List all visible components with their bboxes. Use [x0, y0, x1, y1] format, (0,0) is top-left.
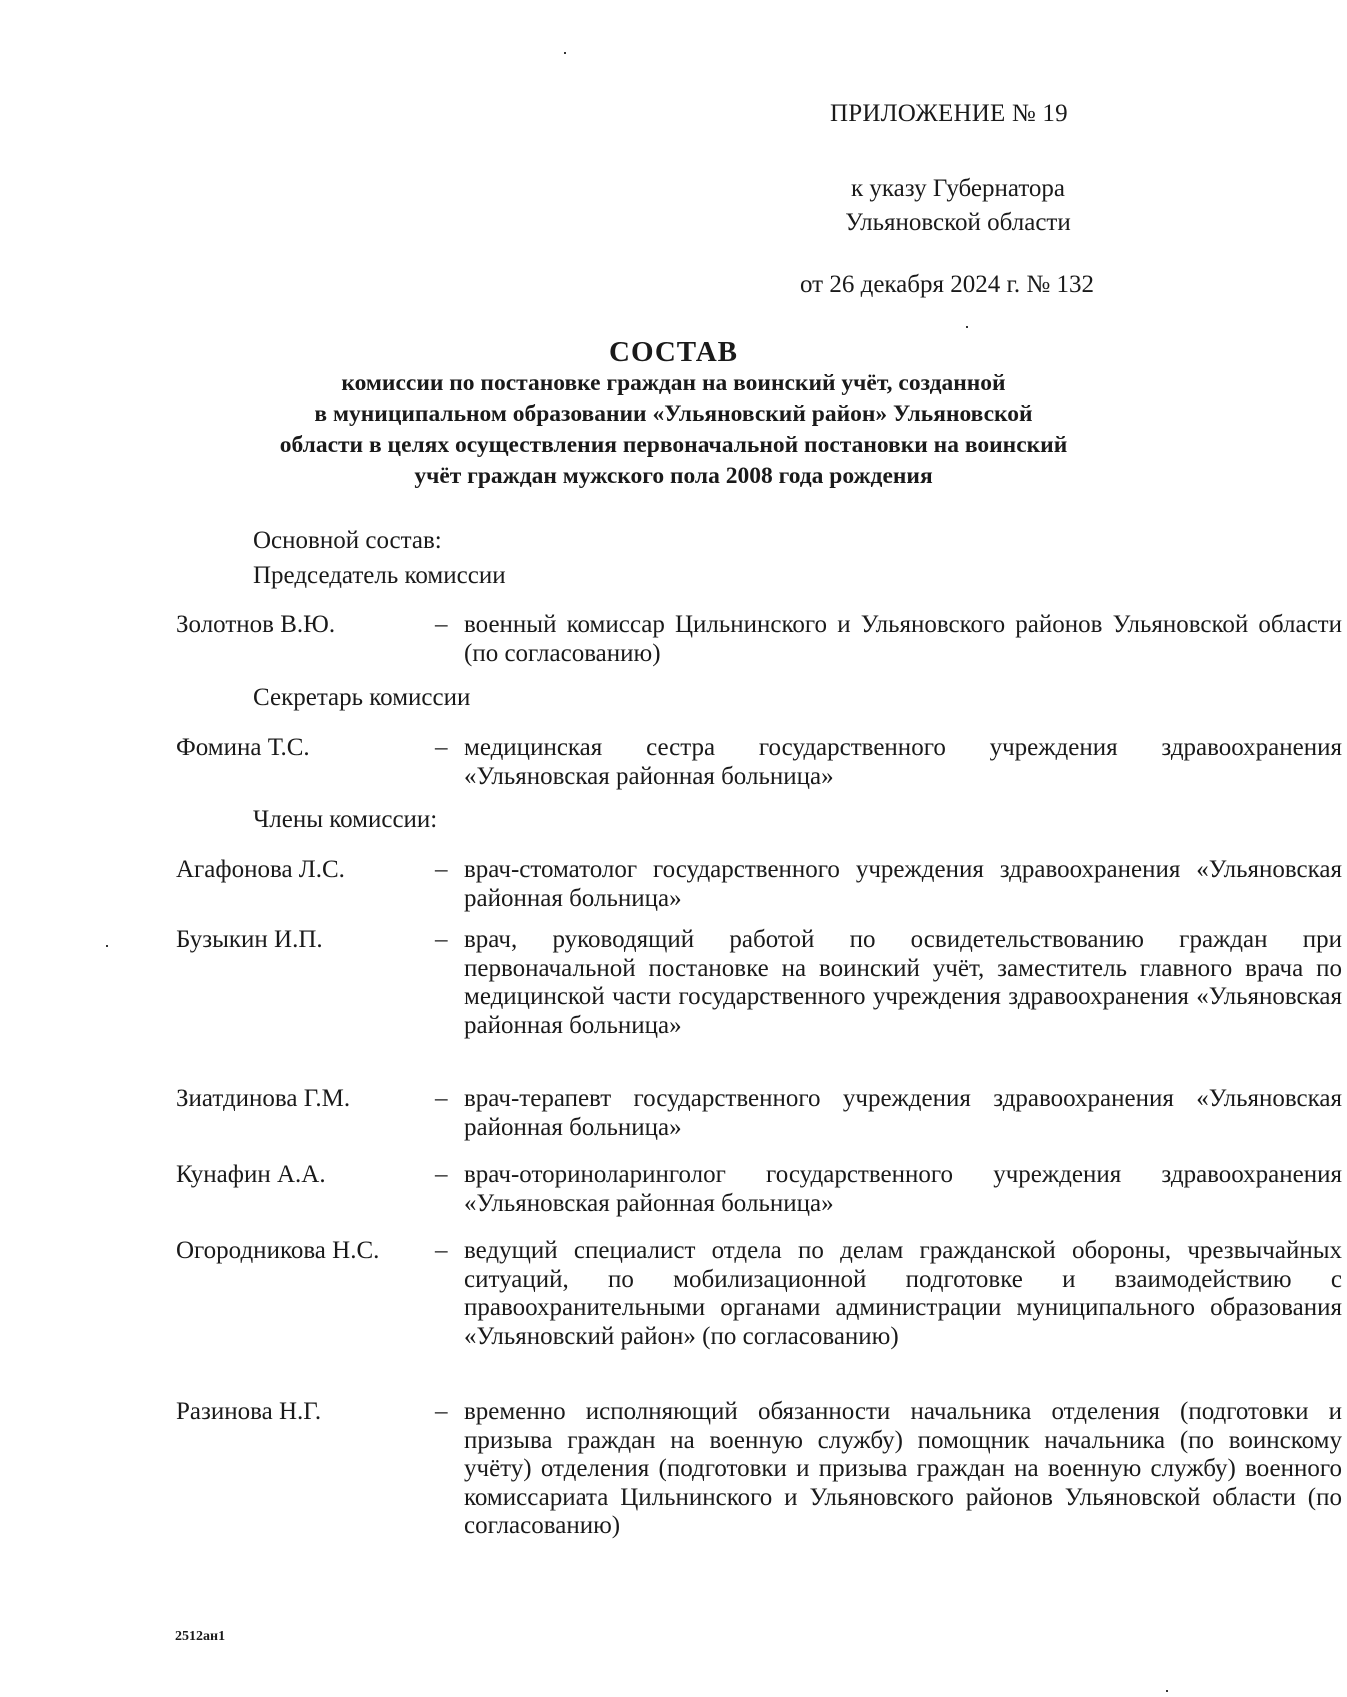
- member-position: врач, руководящий работой по освидетельствованию граждан при первоначальной постановке на воинский учёт, заместитель главного врача по медицинской части государственного учреждения здравоохранения «Ульяновская районная больница»: [464, 926, 1342, 1039]
- member-position: медицинская сестра государственного учреждения здравоохранения «Ульяновская районная больница»: [464, 734, 1342, 790]
- member-position: врач-терапевт государственного учреждения здравоохранения «Ульяновская районная больница»: [464, 1085, 1342, 1141]
- subtitle-line: учёт граждан мужского пола 2008 года рождения: [414, 463, 933, 489]
- dash: –: [435, 1237, 448, 1264]
- document-subtitle: [160, 368, 1187, 492]
- document-code: 2512ан1: [175, 1629, 226, 1644]
- main-composition-label: Основной состав:: [253, 527, 442, 554]
- member-position: врач-оториноларинголог государственного учреждения здравоохранения «Ульяновская районная больница»: [464, 1161, 1342, 1217]
- member-name: Кунафин А.А.: [176, 1161, 326, 1188]
- member-name: Зиатдинова Г.М.: [176, 1085, 351, 1112]
- dash: –: [435, 926, 448, 953]
- decree-line-1: к указу Губернатора: [850, 175, 1066, 202]
- secretary-label: Секретарь комиссии: [253, 684, 471, 711]
- member-name: Фомина Т.С.: [176, 734, 310, 761]
- dash: –: [435, 611, 448, 638]
- member-position: ведущий специалист отдела по делам гражданской обороны, чрезвычайных ситуаций, по мобилизационной подготовке и взаимодействию с правоохранительными органами администрации муниципального образования «Ульяновский район» (по согласованию): [464, 1237, 1342, 1350]
- dash: –: [435, 1085, 448, 1112]
- member-name: Огородникова Н.С.: [176, 1237, 380, 1264]
- member-name: Разинова Н.Г.: [176, 1398, 322, 1425]
- decree-line-2: Ульяновской области: [845, 209, 1071, 236]
- subtitle-line: области в целях осуществления первоначальной постановки на воинский: [279, 432, 1068, 458]
- dash: –: [435, 734, 448, 761]
- subtitle-line: в муниципальном образовании «Ульяновский район» Ульяновской: [314, 401, 1033, 427]
- chairman-label: Председатель комиссии: [253, 562, 506, 589]
- dash: –: [435, 1398, 448, 1425]
- dash: –: [435, 1161, 448, 1188]
- member-position: временно исполняющий обязанности начальника отделения (подготовки и призыва граждан на военную службу) помощник начальника (по воинскому учёту) отделения (подготовки и призыва граждан на военную службу) военного комиссариата Цильнинского и Ульяновского районов Ульяновской области (по согласованию): [464, 1398, 1342, 1539]
- members-label: Члены комиссии:: [253, 806, 438, 833]
- appendix-number: ПРИЛОЖЕНИЕ № 19: [830, 100, 1068, 127]
- scan-speck: [106, 945, 108, 947]
- member-position: военный комиссар Цильнинского и Ульяновского районов Ульяновской области (по согласованию): [464, 611, 1342, 667]
- member-name: Бузыкин И.П.: [176, 926, 323, 953]
- scan-speck: [1166, 1690, 1168, 1692]
- decree-date: от 26 декабря 2024 г. № 132: [800, 271, 1095, 298]
- scan-speck: [564, 52, 566, 54]
- scan-speck: [966, 326, 968, 328]
- dash: –: [435, 856, 448, 883]
- member-name: Агафонова Л.С.: [176, 856, 345, 883]
- decree-reference: [828, 172, 1088, 240]
- member-name: Золотнов В.Ю.: [176, 611, 336, 638]
- member-position: врач-стоматолог государственного учреждения здравоохранения «Ульяновская районная больница»: [464, 856, 1342, 912]
- document-title: СОСТАВ: [609, 336, 738, 368]
- subtitle-line: комиссии по постановке граждан на воинский учёт, созданной: [341, 370, 1006, 396]
